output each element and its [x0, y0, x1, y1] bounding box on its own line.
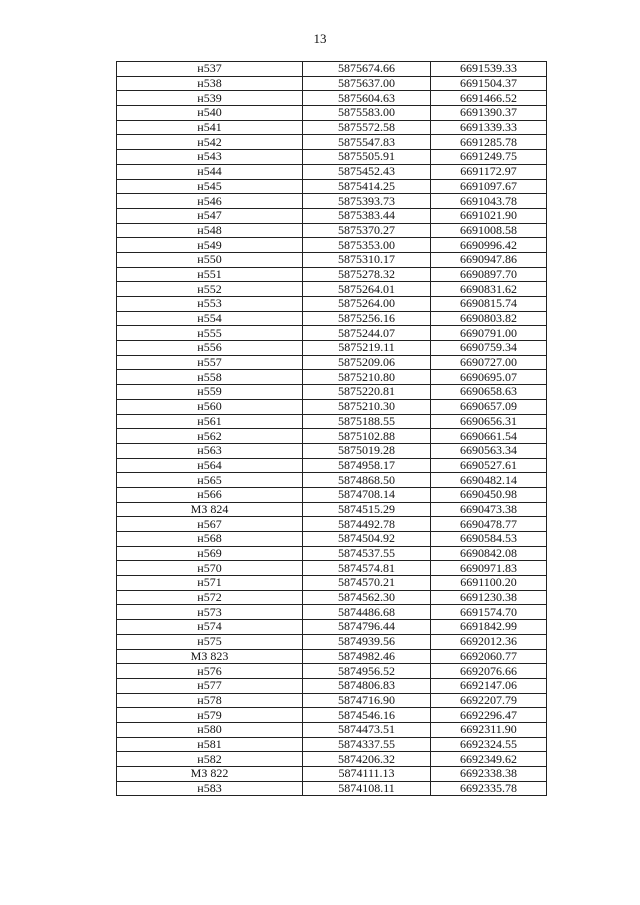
- table-row: [117, 208, 547, 223]
- table-row: [117, 106, 547, 121]
- y-coordinate-cell: 6692338.38: [431, 767, 547, 782]
- table-row: [117, 311, 547, 326]
- table-row: [117, 722, 547, 737]
- coordinates-table-body: [117, 62, 547, 796]
- point-name-cell: н571: [117, 576, 303, 591]
- table-row: [117, 693, 547, 708]
- y-coordinate-cell: 6690656.31: [431, 414, 547, 429]
- y-coordinate-cell: 6692207.79: [431, 693, 547, 708]
- table-row: [117, 120, 547, 135]
- point-name-cell: н568: [117, 532, 303, 547]
- table-row: [117, 649, 547, 664]
- x-coordinate-cell: 5875264.00: [303, 297, 431, 312]
- x-coordinate-cell: 5875452.43: [303, 164, 431, 179]
- point-name-cell: н540: [117, 106, 303, 121]
- x-coordinate-cell: 5875209.06: [303, 355, 431, 370]
- table-row: [117, 76, 547, 91]
- y-coordinate-cell: 6692335.78: [431, 781, 547, 796]
- table-row: [117, 194, 547, 209]
- point-name-cell: н548: [117, 223, 303, 238]
- point-name-cell: МЗ 822: [117, 767, 303, 782]
- y-coordinate-cell: 6692296.47: [431, 708, 547, 723]
- x-coordinate-cell: 5875019.28: [303, 443, 431, 458]
- x-coordinate-cell: 5874111.13: [303, 767, 431, 782]
- table-row: [117, 546, 547, 561]
- point-name-cell: н579: [117, 708, 303, 723]
- x-coordinate-cell: 5874492.78: [303, 517, 431, 532]
- y-coordinate-cell: 6691504.37: [431, 76, 547, 91]
- page-number: 13: [313, 31, 327, 46]
- table-row: [117, 282, 547, 297]
- y-coordinate-cell: 6691008.58: [431, 223, 547, 238]
- x-coordinate-cell: 5875188.55: [303, 414, 431, 429]
- point-name-cell: н569: [117, 546, 303, 561]
- table-row: [117, 634, 547, 649]
- x-coordinate-cell: 5874574.81: [303, 561, 431, 576]
- point-name-cell: н556: [117, 341, 303, 356]
- table-row: [117, 517, 547, 532]
- x-coordinate-cell: 5875210.30: [303, 399, 431, 414]
- y-coordinate-cell: 6690658.63: [431, 385, 547, 400]
- y-coordinate-cell: 6691842.99: [431, 620, 547, 635]
- table-row: [117, 502, 547, 517]
- table-row: [117, 385, 547, 400]
- x-coordinate-cell: 5874806.83: [303, 678, 431, 693]
- point-name-cell: н580: [117, 722, 303, 737]
- table-row: [117, 297, 547, 312]
- table-row: [117, 355, 547, 370]
- y-coordinate-cell: 6690815.74: [431, 297, 547, 312]
- table-row: [117, 267, 547, 282]
- y-coordinate-cell: 6692311.90: [431, 722, 547, 737]
- table-row: [117, 605, 547, 620]
- x-coordinate-cell: 5875353.00: [303, 238, 431, 253]
- x-coordinate-cell: 5874570.21: [303, 576, 431, 591]
- x-coordinate-cell: 5875244.07: [303, 326, 431, 341]
- x-coordinate-cell: 5875370.27: [303, 223, 431, 238]
- point-name-cell: н537: [117, 62, 303, 77]
- table-row: [117, 150, 547, 165]
- point-name-cell: н552: [117, 282, 303, 297]
- table-row: [117, 576, 547, 591]
- table-row: [117, 458, 547, 473]
- point-name-cell: н564: [117, 458, 303, 473]
- point-name-cell: н544: [117, 164, 303, 179]
- point-name-cell: МЗ 824: [117, 502, 303, 517]
- point-name-cell: н582: [117, 752, 303, 767]
- point-name-cell: н541: [117, 120, 303, 135]
- point-name-cell: н558: [117, 370, 303, 385]
- table-row: [117, 414, 547, 429]
- point-name-cell: н573: [117, 605, 303, 620]
- point-name-cell: н545: [117, 179, 303, 194]
- y-coordinate-cell: 6691539.33: [431, 62, 547, 77]
- table-row: [117, 341, 547, 356]
- x-coordinate-cell: 5874562.30: [303, 590, 431, 605]
- point-name-cell: н549: [117, 238, 303, 253]
- x-coordinate-cell: 5874939.56: [303, 634, 431, 649]
- x-coordinate-cell: 5874473.51: [303, 722, 431, 737]
- x-coordinate-cell: 5875547.83: [303, 135, 431, 150]
- y-coordinate-cell: 6691021.90: [431, 208, 547, 223]
- x-coordinate-cell: 5875383.44: [303, 208, 431, 223]
- x-coordinate-cell: 5874515.29: [303, 502, 431, 517]
- point-name-cell: н578: [117, 693, 303, 708]
- x-coordinate-cell: 5875414.25: [303, 179, 431, 194]
- x-coordinate-cell: 5874546.16: [303, 708, 431, 723]
- y-coordinate-cell: 6691043.78: [431, 194, 547, 209]
- x-coordinate-cell: 5874982.46: [303, 649, 431, 664]
- point-name-cell: н553: [117, 297, 303, 312]
- x-coordinate-cell: 5874796.44: [303, 620, 431, 635]
- point-name-cell: н576: [117, 664, 303, 679]
- point-name-cell: н565: [117, 473, 303, 488]
- y-coordinate-cell: 6690831.62: [431, 282, 547, 297]
- table-row: [117, 752, 547, 767]
- point-name-cell: н555: [117, 326, 303, 341]
- y-coordinate-cell: 6690897.70: [431, 267, 547, 282]
- table-row: [117, 135, 547, 150]
- y-coordinate-cell: 6690478.77: [431, 517, 547, 532]
- x-coordinate-cell: 5875583.00: [303, 106, 431, 121]
- x-coordinate-cell: 5874868.50: [303, 473, 431, 488]
- point-name-cell: н566: [117, 487, 303, 502]
- y-coordinate-cell: 6691249.75: [431, 150, 547, 165]
- x-coordinate-cell: 5874206.32: [303, 752, 431, 767]
- table-row: [117, 781, 547, 796]
- point-name-cell: н560: [117, 399, 303, 414]
- y-coordinate-cell: 6691230.38: [431, 590, 547, 605]
- y-coordinate-cell: 6690695.07: [431, 370, 547, 385]
- y-coordinate-cell: 6690971.83: [431, 561, 547, 576]
- point-name-cell: н542: [117, 135, 303, 150]
- point-name-cell: н538: [117, 76, 303, 91]
- y-coordinate-cell: 6690657.09: [431, 399, 547, 414]
- table-row: [117, 678, 547, 693]
- table-row: [117, 473, 547, 488]
- table-row: [117, 326, 547, 341]
- point-name-cell: н583: [117, 781, 303, 796]
- x-coordinate-cell: 5874708.14: [303, 487, 431, 502]
- table-row: [117, 664, 547, 679]
- point-name-cell: н572: [117, 590, 303, 605]
- x-coordinate-cell: 5875572.58: [303, 120, 431, 135]
- y-coordinate-cell: 6692076.66: [431, 664, 547, 679]
- y-coordinate-cell: 6690727.00: [431, 355, 547, 370]
- point-name-cell: н563: [117, 443, 303, 458]
- y-coordinate-cell: 6690791.00: [431, 326, 547, 341]
- table-row: [117, 767, 547, 782]
- point-name-cell: н567: [117, 517, 303, 532]
- point-name-cell: МЗ 823: [117, 649, 303, 664]
- point-name-cell: н561: [117, 414, 303, 429]
- y-coordinate-cell: 6691285.78: [431, 135, 547, 150]
- y-coordinate-cell: 6690473.38: [431, 502, 547, 517]
- point-name-cell: н547: [117, 208, 303, 223]
- point-name-cell: н562: [117, 429, 303, 444]
- y-coordinate-cell: 6690803.82: [431, 311, 547, 326]
- x-coordinate-cell: 5875393.73: [303, 194, 431, 209]
- y-coordinate-cell: 6690759.34: [431, 341, 547, 356]
- y-coordinate-cell: 6690996.42: [431, 238, 547, 253]
- y-coordinate-cell: 6692147.06: [431, 678, 547, 693]
- table-row: [117, 91, 547, 106]
- table-row: [117, 561, 547, 576]
- x-coordinate-cell: 5874956.52: [303, 664, 431, 679]
- y-coordinate-cell: 6692060.77: [431, 649, 547, 664]
- y-coordinate-cell: 6690527.61: [431, 458, 547, 473]
- table-row: [117, 164, 547, 179]
- x-coordinate-cell: 5874958.17: [303, 458, 431, 473]
- x-coordinate-cell: 5875637.00: [303, 76, 431, 91]
- point-name-cell: н550: [117, 252, 303, 267]
- x-coordinate-cell: 5875220.81: [303, 385, 431, 400]
- table-row: [117, 252, 547, 267]
- table-row: [117, 62, 547, 77]
- point-name-cell: н570: [117, 561, 303, 576]
- point-name-cell: н551: [117, 267, 303, 282]
- table-row: [117, 223, 547, 238]
- x-coordinate-cell: 5875210.80: [303, 370, 431, 385]
- x-coordinate-cell: 5875256.16: [303, 311, 431, 326]
- y-coordinate-cell: 6690482.14: [431, 473, 547, 488]
- x-coordinate-cell: 5875219.11: [303, 341, 431, 356]
- x-coordinate-cell: 5875310.17: [303, 252, 431, 267]
- y-coordinate-cell: 6691097.67: [431, 179, 547, 194]
- y-coordinate-cell: 6691339.33: [431, 120, 547, 135]
- x-coordinate-cell: 5875102.88: [303, 429, 431, 444]
- x-coordinate-cell: 5875278.32: [303, 267, 431, 282]
- table-row: [117, 429, 547, 444]
- point-name-cell: н557: [117, 355, 303, 370]
- y-coordinate-cell: 6692324.55: [431, 737, 547, 752]
- table-row: [117, 370, 547, 385]
- y-coordinate-cell: 6691100.20: [431, 576, 547, 591]
- y-coordinate-cell: 6690947.86: [431, 252, 547, 267]
- y-coordinate-cell: 6692349.62: [431, 752, 547, 767]
- x-coordinate-cell: 5875264.01: [303, 282, 431, 297]
- x-coordinate-cell: 5875505.91: [303, 150, 431, 165]
- table-row: [117, 238, 547, 253]
- y-coordinate-cell: 6691172.97: [431, 164, 547, 179]
- y-coordinate-cell: 6690842.08: [431, 546, 547, 561]
- x-coordinate-cell: 5874716.90: [303, 693, 431, 708]
- y-coordinate-cell: 6691574.70: [431, 605, 547, 620]
- table-row: [117, 487, 547, 502]
- x-coordinate-cell: 5874504.92: [303, 532, 431, 547]
- x-coordinate-cell: 5874337.55: [303, 737, 431, 752]
- x-coordinate-cell: 5874108.11: [303, 781, 431, 796]
- y-coordinate-cell: 6691466.52: [431, 91, 547, 106]
- point-name-cell: н577: [117, 678, 303, 693]
- y-coordinate-cell: 6692012.36: [431, 634, 547, 649]
- y-coordinate-cell: 6690563.34: [431, 443, 547, 458]
- point-name-cell: н559: [117, 385, 303, 400]
- table-row: [117, 708, 547, 723]
- table-row: [117, 590, 547, 605]
- point-name-cell: н574: [117, 620, 303, 635]
- x-coordinate-cell: 5874537.55: [303, 546, 431, 561]
- x-coordinate-cell: 5875604.63: [303, 91, 431, 106]
- x-coordinate-cell: 5874486.68: [303, 605, 431, 620]
- table-row: [117, 399, 547, 414]
- x-coordinate-cell: 5875674.66: [303, 62, 431, 77]
- y-coordinate-cell: 6690450.98: [431, 487, 547, 502]
- point-name-cell: н543: [117, 150, 303, 165]
- table-row: [117, 443, 547, 458]
- table-row: [117, 179, 547, 194]
- y-coordinate-cell: 6690661.54: [431, 429, 547, 444]
- y-coordinate-cell: 6691390.37: [431, 106, 547, 121]
- table-row: [117, 620, 547, 635]
- point-name-cell: н554: [117, 311, 303, 326]
- point-name-cell: н539: [117, 91, 303, 106]
- table-row: [117, 532, 547, 547]
- point-name-cell: н575: [117, 634, 303, 649]
- table-row: [117, 737, 547, 752]
- point-name-cell: н581: [117, 737, 303, 752]
- y-coordinate-cell: 6690584.53: [431, 532, 547, 547]
- point-name-cell: н546: [117, 194, 303, 209]
- coordinates-table: [116, 61, 547, 796]
